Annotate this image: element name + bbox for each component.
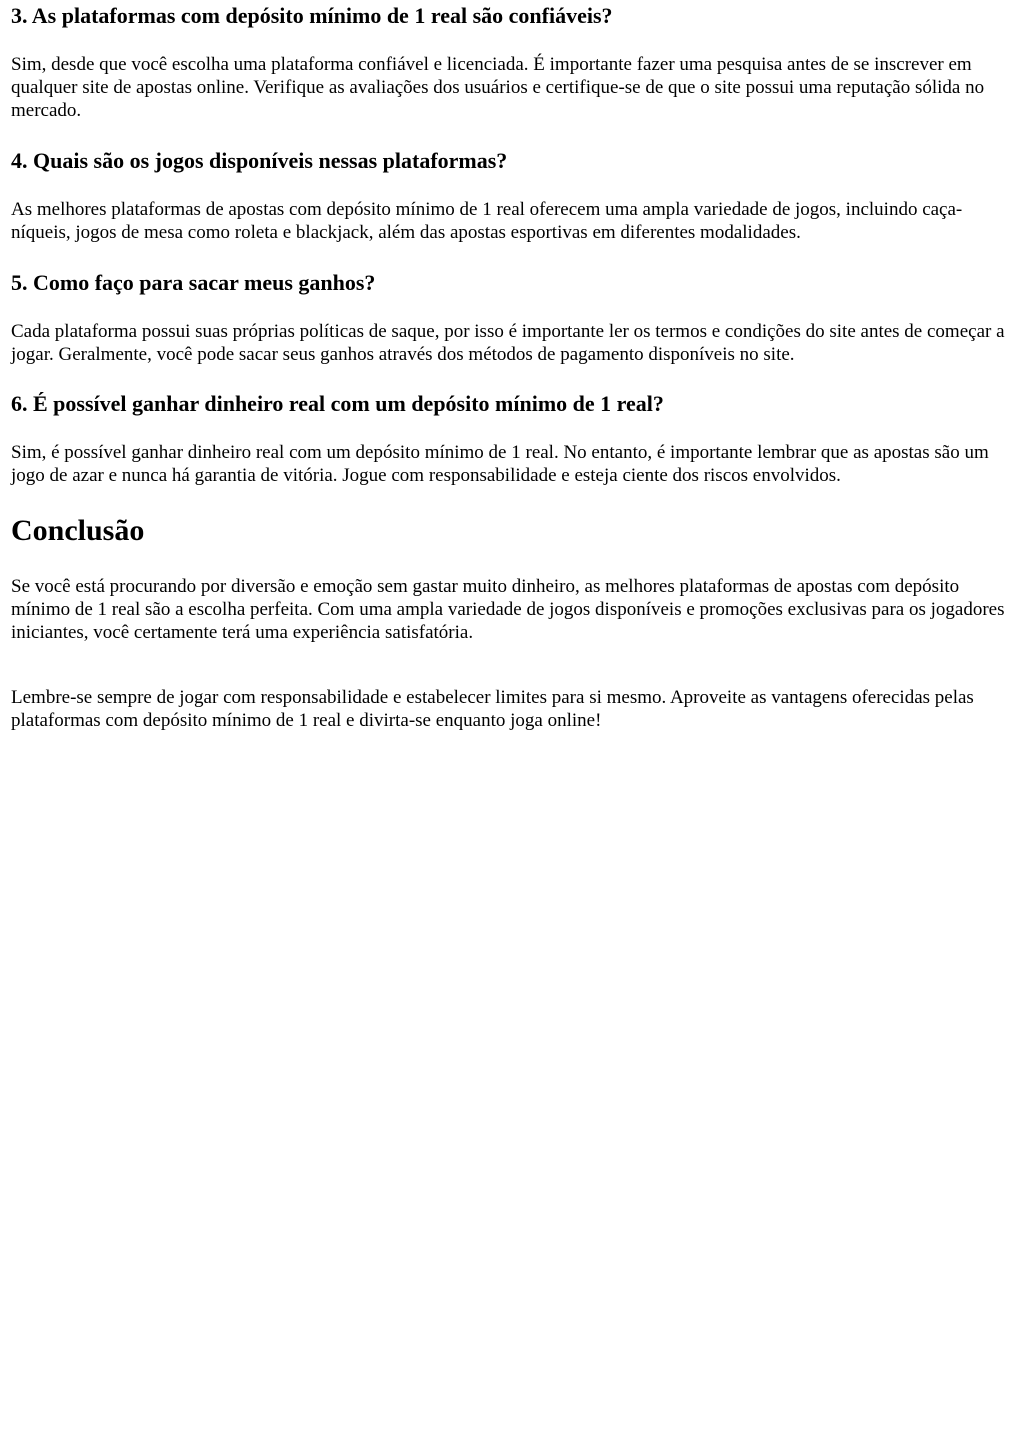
faq-question-4: 4. Quais são os jogos disponíveis nessas plataformas? <box>11 148 508 173</box>
conclusion-paragraph: Se você está procurando por diversão e emoção sem gastar muito dinheiro, as melhores plataformas de apostas com depósito mínimo de 1 real são a escolha perfeita. Com uma ampla variedade de jogos disponíveis e promoções exclusivas para os jogadores iniciantes, você certamente terá uma experiência satisfatória. <box>11 576 1005 643</box>
conclusion-heading: Conclusão <box>11 514 145 547</box>
faq-answer-6: Sim, é possível ganhar dinheiro real com um depósito mínimo de 1 real. No entanto, é importante lembrar que as apostas são um jogo de azar e nunca há garantia de vitória. Jogue com responsabilidade e esteja ciente dos riscos envolvidos. <box>11 442 989 486</box>
conclusion-paragraph: Lembre-se sempre de jogar com responsabilidade e estabelecer limites para si mesmo. Aproveite as vantagens oferecidas pelas plataformas com depósito mínimo de 1 real e divirta-se enquanto joga online! <box>11 687 974 731</box>
faq-answer-5: Cada plataforma possui suas próprias políticas de saque, por isso é importante ler os termos e condições do site antes de começar a jogar. Geralmente, você pode sacar seus ganhos através dos métodos de pagamento disponíveis no site. <box>11 321 1005 365</box>
document-page <box>0 3 1024 732</box>
faq-answer-3: Sim, desde que você escolha uma plataforma confiável e licenciada. É importante fazer uma pesquisa antes de se inscrever em qualquer site de apostas online. Verifique as avaliações dos usuários e certifique-se de que o site possui uma reputação sólida no mercado. <box>11 54 985 121</box>
faq-question-6: 6. É possível ganhar dinheiro real com um depósito mínimo de 1 real? <box>11 391 664 416</box>
faq-answer-4: As melhores plataformas de apostas com depósito mínimo de 1 real oferecem uma ampla variedade de jogos, incluindo caça-níqueis, jogos de mesa como roleta e blackjack, além das apostas esportivas em diferentes modalidades. <box>11 199 963 243</box>
faq-question-5: 5. Como faço para sacar meus ganhos? <box>11 270 376 295</box>
faq-question-3: 3. As plataformas com depósito mínimo de 1 real são confiáveis? <box>11 3 613 28</box>
